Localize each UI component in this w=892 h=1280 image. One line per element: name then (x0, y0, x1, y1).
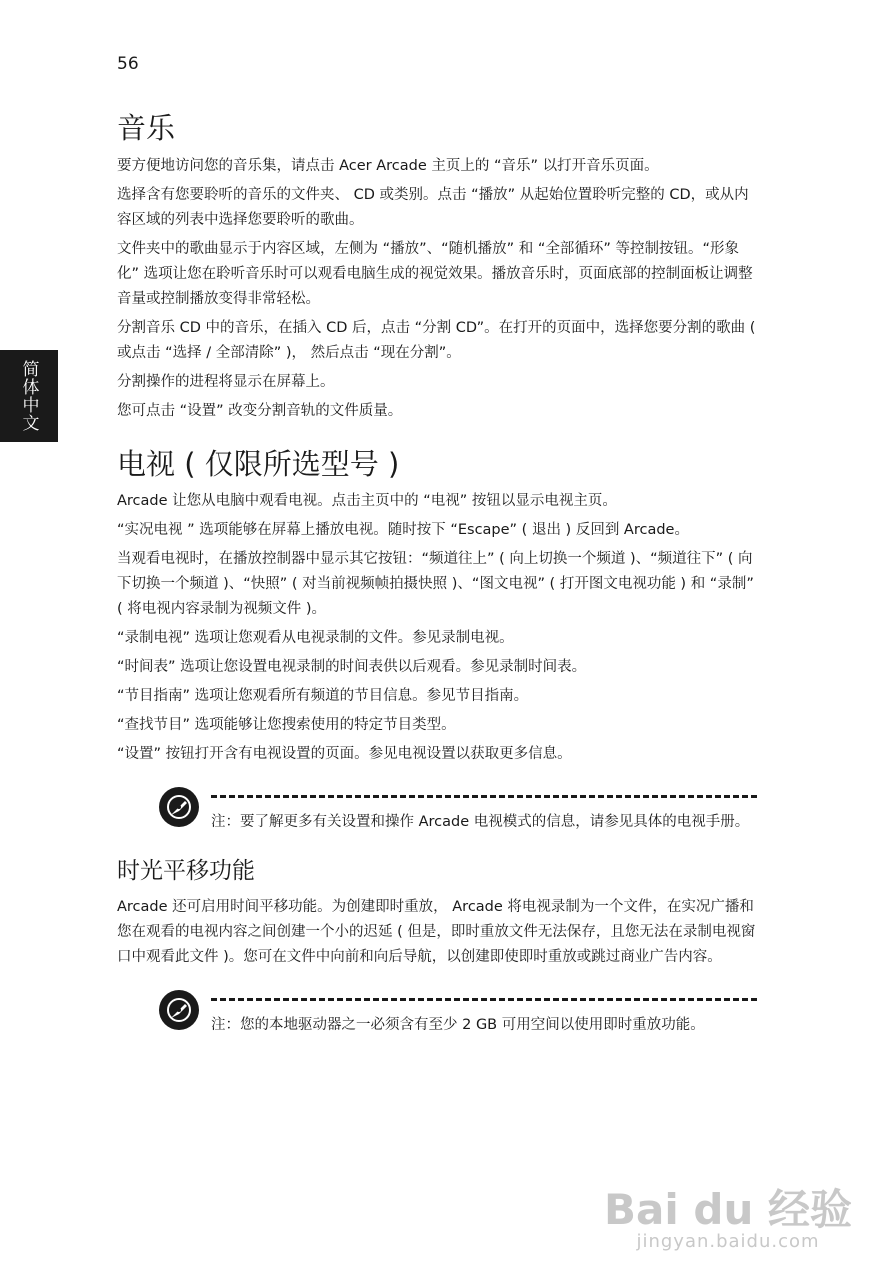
paragraph: 分割音乐 CD 中的音乐，在插入 CD 后，点击 “分割 CD”。在打开的页面中，选择您要分割的歌曲 ( 或点击 “选择 / 全部清除” )， 然后点击 “现在分割”。 (117, 319, 756, 361)
note-divider (211, 998, 757, 1001)
watermark-logo: Bai du 经验 (604, 1185, 852, 1234)
paragraph: “设置” 按钮打开含有电视设置的页面。参见电视设置以获取更多信息。 (117, 746, 572, 763)
paragraph: “查找节目” 选项能够让您搜索使用的特定节目类型。 (117, 717, 456, 734)
paragraph: 文件夹中的歌曲显示于内容区域，左侧为 “播放”、“随机播放” 和 “全部循环” 等控制按钮。“形象化” 选项让您在聆听音乐时可以观看电脑生成的视觉效果。播放音乐时，页面底部的控制面板让调整音量或控制播放变得非常轻松。 (117, 240, 753, 307)
note-text: 注：您的本地驱动器之一必须含有至少 2 GB 可用空间以使用即时重放功能。 (211, 1017, 705, 1034)
page-content (117, 110, 757, 1060)
paragraph: Arcade 还可启用时间平移功能。为创建即时重放， Arcade 将电视录制为一个文件，在实况广播和您在观看的电视内容之间创建一个小的迟延 ( 但是，即时重放文件无法保存，且您无法在录制电视窗口中观看此文件 )。您可在文件中向前和向后导航，以创建即使即时重放或跳过商业广告内容。 (117, 899, 756, 966)
paragraph: “时间表” 选项让您设置电视录制的时间表供以后观看。参见录制时间表。 (117, 659, 587, 676)
note-pen-icon (159, 787, 199, 827)
note-divider (211, 795, 757, 798)
paragraph: “录制电视” 选项让您观看从电视录制的文件。参见录制电视。 (117, 630, 514, 647)
paragraph: Arcade 让您从电脑中观看电视。点击主页中的 “电视” 按钮以显示电视主页。 (117, 493, 617, 510)
paragraph: 当观看电视时，在播放控制器中显示其它按钮：“频道往上” ( 向上切换一个频道 )、“频道往下” ( 向下切换一个频道 )、“快照” ( 对当前视频帧拍摄快照 )、“图文电视” ( 打开图文电视功能 ) 和 “录制” ( 将电视内容录制为视频文件 )。 (117, 551, 754, 618)
paragraph: 要方便地访问您的音乐集，请点击 Acer Arcade 主页上的 “音乐” 以打开音乐页面。 (117, 157, 659, 174)
baidu-watermark (604, 1185, 852, 1252)
section-tv (117, 446, 757, 836)
note-pen-icon (159, 990, 199, 1030)
section-timeshift (117, 857, 757, 1038)
paragraph: “节目指南” 选项让您观看所有频道的节目信息。参见节目指南。 (117, 688, 529, 705)
watermark-url: jingyan.baidu.com (636, 1231, 820, 1252)
paragraph: “实况电视 ” 选项能够在屏幕上播放电视。随时按下 “Escape” ( 退出 ) 反回到 Arcade。 (117, 522, 689, 539)
paragraph: 分割操作的进程将显示在屏幕上。 (117, 373, 335, 390)
note-timeshift (159, 990, 757, 1038)
side-tab-label: 简体中文 (18, 360, 39, 432)
page-number: 56 (117, 54, 139, 74)
note-text: 注：要了解更多有关设置和操作 Arcade 电视模式的信息，请参见具体的电视手册。 (211, 814, 750, 831)
heading-tv: 电视 ( 仅限所选型号 ) (117, 446, 400, 481)
language-side-tab (0, 350, 58, 442)
paragraph: 您可点击 “设置” 改变分割音轨的文件质量。 (117, 402, 403, 419)
note-tv (159, 787, 757, 835)
section-music (117, 110, 757, 424)
heading-music: 音乐 (117, 111, 176, 145)
heading-timeshift: 时光平移功能 (117, 858, 255, 885)
paragraph: 选择含有您要聆听的音乐的文件夹、 CD 或类别。点击 “播放” 从起始位置聆听完整的 CD，或从内容区域的列表中选择您要聆听的歌曲。 (117, 186, 749, 228)
